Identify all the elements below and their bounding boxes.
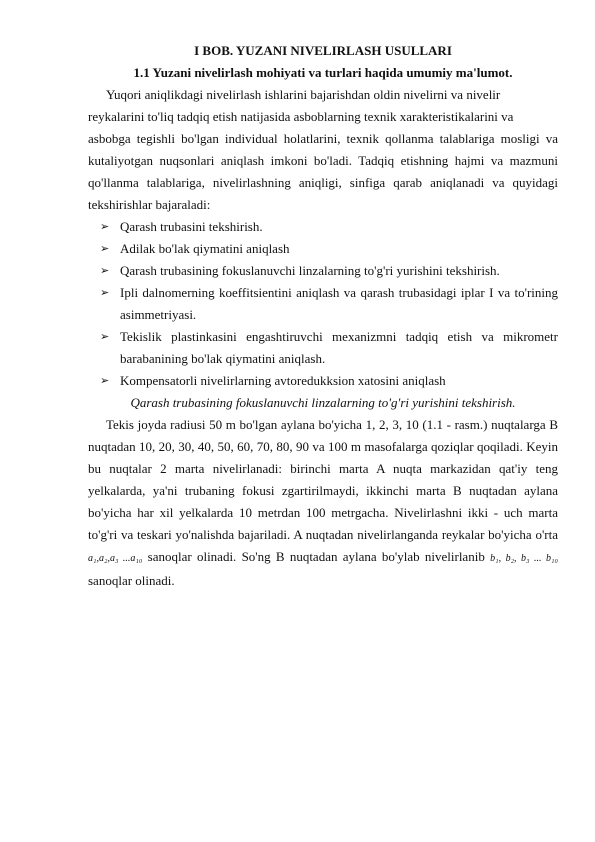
intro-line-1: Yuqori aniqlikdagi nivelirlash ishlarini bajarishdan oldin nivelirni va nivelir	[106, 87, 501, 102]
section-title: 1.1 Yuzani nivelirlash mohiyati va turlari haqida umumiy ma'lumot.	[133, 65, 513, 80]
intro-line-2: reykalarini to'liq tadqiq etish natijasida asboblarning texnik xarakteristikalarini va	[88, 109, 514, 124]
arrowhead-bullet-icon: ➢	[100, 287, 110, 299]
checks-list	[88, 216, 558, 392]
list-item: ➢ Qarash trubasining fokuslanuvchi linzalarning to'g'ri yurishini tekshirish.	[88, 260, 558, 282]
list-item: ➢ Adilak bo'lak qiymatini aniqlash	[88, 238, 558, 260]
arrowhead-bullet-icon: ➢	[100, 375, 110, 387]
list-item: ➢ Kompensatorli nivelirlarning avtoredukksion xatosini aniqlash	[88, 370, 558, 392]
math-b-values: b₁, b₂, b₃ ... b₁₀	[490, 553, 559, 564]
math-a-values: a₁,a₂,a₃ ...a₁₀	[88, 553, 143, 564]
chapter-title: I BOB. YUZANI NIVELIRLASH USULLARI	[194, 43, 452, 58]
list-item: ➢ Tekislik plastinkasini engashtiruvchi mexanizmni tadqiq etish va mikrometr barabanining bo'lak qiymatini aniqlash.	[88, 326, 558, 370]
subsection-title: Qarash trubasining fokuslanuvchi linzalarning to'g'ri yurishini tekshirish.	[130, 395, 516, 410]
arrowhead-bullet-icon: ➢	[100, 221, 110, 233]
arrowhead-bullet-icon: ➢	[100, 331, 110, 343]
arrowhead-bullet-icon: ➢	[100, 265, 110, 277]
arrowhead-bullet-icon: ➢	[100, 243, 110, 255]
document-page	[88, 40, 558, 592]
intro-paragraph: asbobga tegishli bo'lgan individual holatlarini, texnik qollanma talablariga mosligi va kutaliyotgan nuqsonlari aniqlash imkoni bo'ladi. Tadqiq etishning hajmi va mazmuni qo'llanma talablariga, nivelirlashning aniqligi, sinfiga qarab aniqlanadi va quyidagi tekshirishlar bajaraladi:	[88, 131, 558, 212]
list-item: ➢ Ipli dalnomerning koeffitsientini aniqlash va qarash trubasidagi iplar I va to'rining asimmetriyasi.	[88, 282, 558, 326]
body-paragraph: Tekis joyda radiusi 50 m bo'lgan aylana bo'yicha 1, 2, 3, 10 (1.1 - rasm.) nuqtalarga B nuqtadan 10, 20, 30, 40, 50, 60, 70, 80, 90 va 100 m masofalarga qoziqlar qoqiladi. Keyin bu nuqtalar 2 marta nivelirlanadi: birinchi marta A nuqta markazidan qat'iy teng yelkalarda, ya'ni trubaning fokusi zgartirilmaydi, ikkinchi marta B nuqtadan aylana bo'yicha har xil yelkalarda 10 metrdan 100 metrgacha. Nivelirlashni ikki - uch marta to'g'ri va teskari yo'nalishda bajariladi. A nuqtadan nivelirlanganda reykalar bo'yicha o'rta a₁,a₂,a₃ ...a₁₀ sanoqlar olinadi. So'ng B nuqtadan aylana bo'ylab nivelirlanib b₁, b₂, b₃ ... b₁₀ sanoqlar olinadi.	[88, 417, 559, 588]
list-item: ➢ Qarash trubasini tekshirish.	[88, 216, 558, 238]
